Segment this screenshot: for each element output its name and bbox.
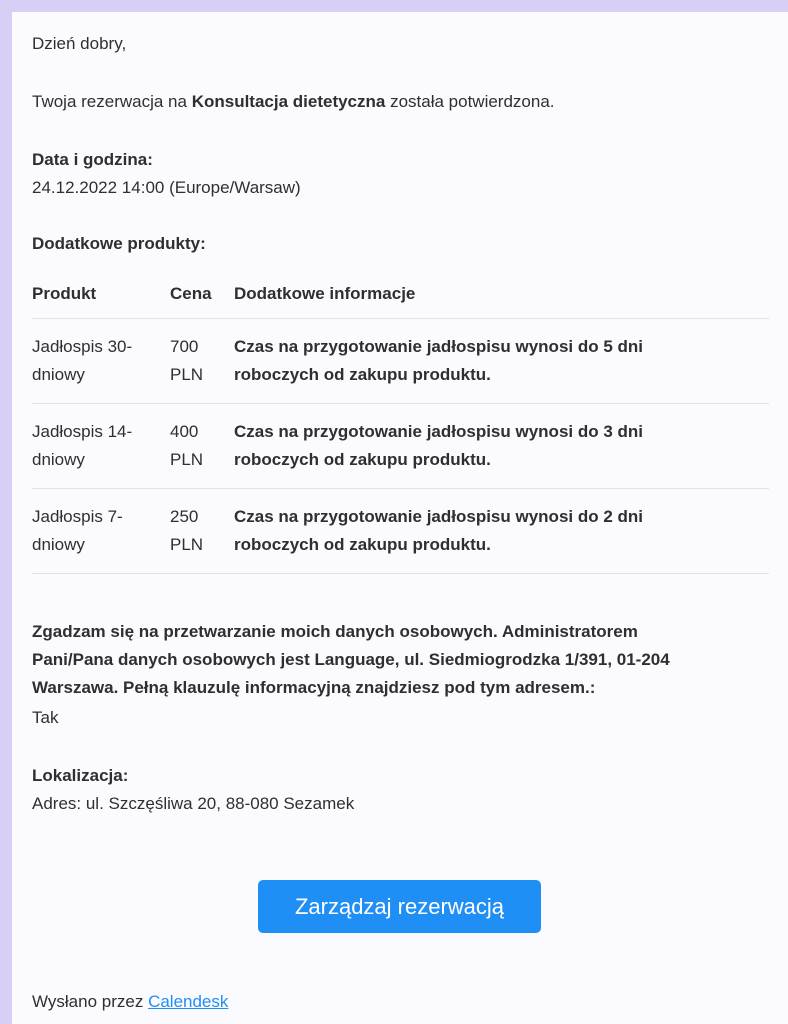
manage-booking-button[interactable]: Zarządzaj rezerwacją [258,880,541,933]
table-row [32,489,769,574]
footer-prefix: Wysłano przez [32,992,149,1011]
calendesk-link[interactable]: Calendesk [148,992,229,1011]
location-address: Adres: ul. Szczęśliwa 20, 88-080 Sezamek [32,794,355,813]
product-cell: Jadłospis 14- dniowy [32,404,170,489]
column-header-product: Produkt [32,270,170,319]
footer [32,988,768,1016]
price-cell: 250 PLN [170,489,234,574]
info-cell: Czas na przygotowanie jadłospisu wynosi do 2 dni roboczych od zakupu produktu. [234,489,769,574]
intro-text [32,88,768,116]
date-label: Data i godzina: [32,150,153,169]
product-cell: Jadłospis 30- dniowy [32,319,170,404]
intro-suffix: została potwierdzona. [385,92,555,111]
column-header-price: Cena [170,270,234,319]
info-cell: Czas na przygotowanie jadłospisu wynosi do 5 dni roboczych od zakupu produktu. [234,319,769,404]
products-table [32,270,769,574]
consent-answer: Tak [32,708,59,727]
price-cell: 400 PLN [170,404,234,489]
date-value: 24.12.2022 14:00 (Europe/Warsaw) [32,178,301,197]
location-label: Lokalizacja: [32,766,129,785]
product-cell: Jadłospis 7- dniowy [32,489,170,574]
price-cell: 700 PLN [170,319,234,404]
intro-prefix: Twoja rezerwacja na [32,92,192,111]
products-heading: Dodatkowe produkty: [32,234,206,253]
info-cell: Czas na przygotowanie jadłospisu wynosi do 3 dni roboczych od zakupu produktu. [234,404,769,489]
email-card [12,12,788,1024]
service-name: Konsultacja dietetyczna [191,92,386,111]
column-header-info: Dodatkowe informacje [234,270,769,319]
table-row [32,404,769,489]
table-row [32,319,769,404]
consent-text: Zgadzam się na przetwarzanie moich danych osobowych. Administratorem Pani/Pana danych osobowych jest Language, ul. Siedmiogrodzka 1/391, 01-204 Warszawa. Pełną klauzulę informacyjną znajdziesz pod tym adresem.: [32,622,670,697]
products-header-row [32,270,769,319]
greeting-text: Dzień dobry, [32,34,127,53]
